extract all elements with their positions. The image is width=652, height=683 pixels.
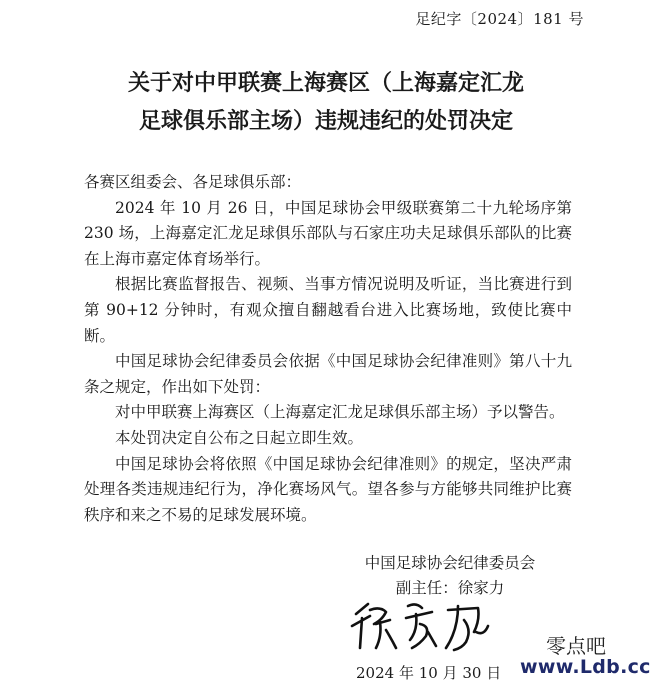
signoff-block: [340, 551, 560, 601]
paragraph-4: 对中甲联赛上海赛区（上海嘉定汇龙足球俱乐部主场）予以警告。: [115, 403, 565, 422]
watermark-text: 零点吧: [546, 634, 606, 658]
title-line-1: 关于对中甲联赛上海赛区（上海嘉定汇龙: [127, 70, 524, 96]
handwritten-signature: [346, 596, 496, 656]
paragraph-3: 中国足球协会纪律委员会依据《中国足球协会纪律准则》第八十九条之规定，作出如下处罚：: [84, 352, 572, 396]
paragraph-2: 根据比赛监督报告、视频、当事方情况说明及听证，当比赛进行到第 90+12 分钟时，有观众擅自翻越看台进入比赛场地，致使比赛中断。: [84, 275, 572, 345]
paragraph-1: 2024 年 10 月 26 日，中国足球协会甲级联赛第二十九轮场序第 230 场，上海嘉定汇龙足球俱乐部队与石家庄功夫足球俱乐部队的比赛在上海市嘉定体育场举行。: [84, 198, 572, 268]
signoff-position: 副主任：徐家力: [395, 579, 505, 597]
document-number: 足纪字〔2024〕181 号: [415, 10, 584, 28]
title-line-2: 足球俱乐部主场）违规违纪的处罚决定: [138, 108, 513, 134]
paragraph-5: 本处罚决定自公布之日起立即生效。: [115, 428, 364, 447]
watermark-url: www.Ldb.cc: [520, 656, 651, 678]
document-body: [84, 170, 572, 528]
document-title: [0, 64, 652, 140]
salutation: 各赛区组委会、各足球俱乐部：: [84, 173, 302, 191]
signoff-org: 中国足球协会纪律委员会: [364, 554, 536, 572]
paragraph-6: 中国足球协会将依照《中国足球协会纪律准则》的规定，坚决严肃处理各类违规违纪行为，净化赛场风气。望各参与方能够共同维护比赛秩序和来之不易的足球发展环境。: [84, 454, 572, 524]
document-date: 2024 年 10 月 30 日: [356, 664, 502, 682]
